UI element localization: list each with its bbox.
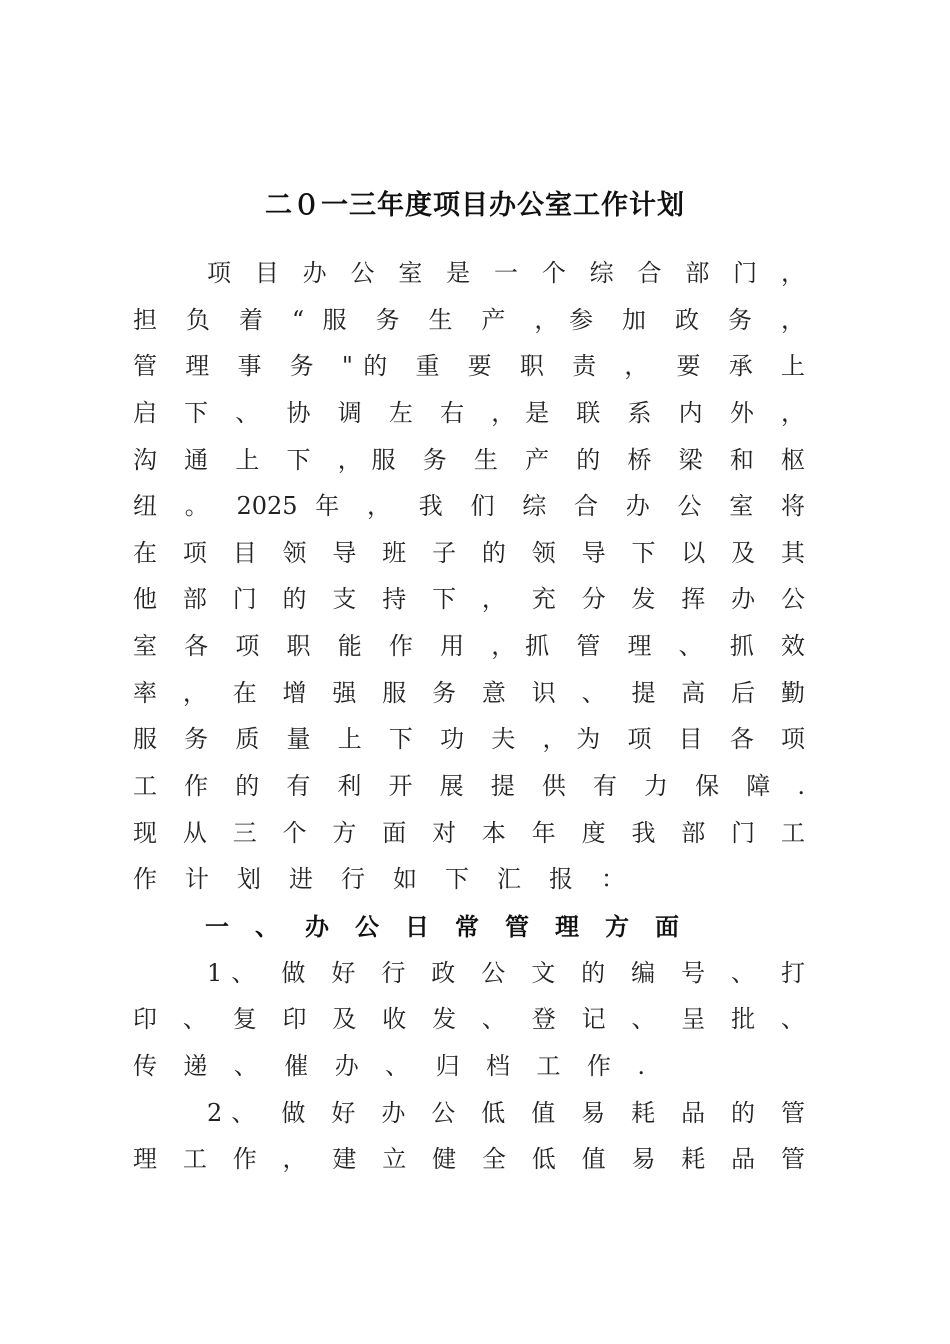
paragraph-line: 率 ， 在 增 强 服 务 意 识 、 提 高 后 勤 <box>133 679 805 707</box>
paragraph-line: 他 部 门 的 支 持 下 ， 充 分 发 挥 办 公 <box>133 585 805 613</box>
paragraph-line: 作 计 划 进 行 如 下 汇 报 ： <box>133 865 625 893</box>
item-line: 理 工 作 ， 建 立 健 全 低 值 易 耗 品 管 <box>133 1145 805 1173</box>
paragraph-line: 纽 。 2025 年 ， 我 们 综 合 办 公 室 将 <box>133 492 805 520</box>
paragraph-line: 工 作 的 有 利 开 展 提 供 有 力 保 障 . <box>133 772 805 800</box>
item-line: 1、 做 好 行 政 公 文 的 编 号 、 打 <box>207 959 805 987</box>
item-line: 印 、 复 印 及 收 发 、 登 记 、 呈 批 、 <box>133 1005 805 1033</box>
document-title: 二０一三年度项目办公室工作计划 <box>265 190 685 221</box>
paragraph-line: 沟 通 上 下 ，服 务 生 产 的 桥 梁 和 枢 <box>133 446 805 474</box>
paragraph-line: 现 从 三 个 方 面 对 本 年 度 我 部 门 工 <box>133 819 805 847</box>
item-line: 2、 做 好 办 公 低 值 易 耗 品 的 管 <box>207 1099 805 1127</box>
paragraph-line: 担 负 着 “ 服 务 生 产 ，参 加 政 务 ， <box>133 306 805 334</box>
paragraph-line: 启 下 、 协 调 左 右 ，是 联 系 内 外 ， <box>133 399 805 427</box>
paragraph-line: 室 各 项 职 能 作 用 ，抓 管 理 、 抓 效 <box>133 632 805 660</box>
paragraph-line: 项 目 办 公 室 是 一 个 综 合 部 门 ， <box>207 259 805 287</box>
section-heading: 一 、 办 公 日 常 管 理 方 面 <box>205 912 679 941</box>
paragraph-line: 服 务 质 量 上 下 功 夫 ，为 项 目 各 项 <box>133 725 805 753</box>
paragraph-line: 在 项 目 领 导 班 子 的 领 导 下 以 及 其 <box>133 539 805 567</box>
item-line: 传 递 、 催 办 、 归 档 工 作 . <box>133 1052 645 1080</box>
paragraph-line: 管 理 事 务 "的 重 要 职 责 ， 要 承 上 <box>133 352 805 380</box>
